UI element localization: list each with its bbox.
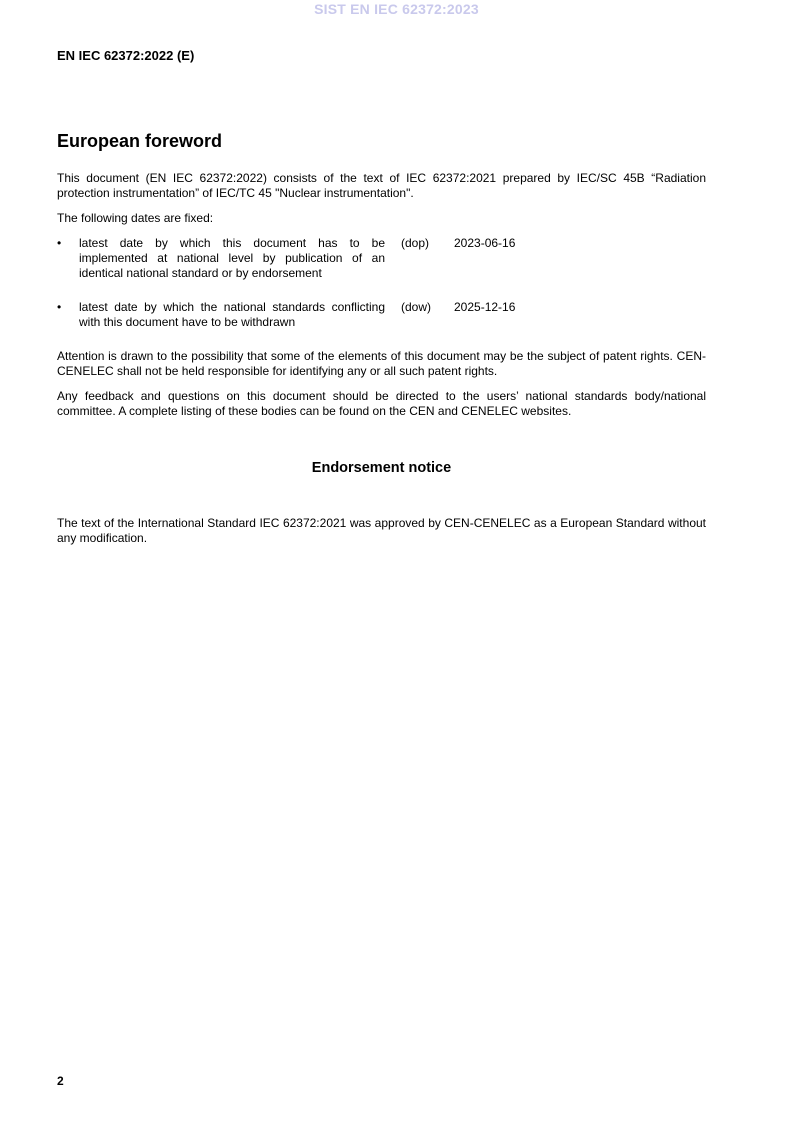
patent-rights-paragraph: Attention is drawn to the possibility that some of the elements of this document may be the subject of patent rights. CEN-CENELEC shall not be held responsible for identifying any or all such patent rights. <box>57 349 706 378</box>
feedback-paragraph: Any feedback and questions on this document should be directed to the users’ national standards body/national committee. A complete listing of these bodies can be found on the CEN and CENELEC websites. <box>57 389 706 418</box>
date-item-dop <box>57 236 706 281</box>
date-item-abbreviation: (dow) <box>401 300 432 314</box>
date-item-description: latest date by which this document has to be implemented at national level by publication of an identical national standard or by endorsement <box>79 236 385 280</box>
date-item-abbreviation: (dop) <box>401 236 430 250</box>
date-item-description: latest date by which the national standards conflicting with this document have to be withdrawn <box>79 300 385 329</box>
dates-intro-paragraph: The following dates are fixed: <box>57 211 214 225</box>
main-content <box>57 131 706 556</box>
section-title-endorsement-notice: Endorsement notice <box>311 460 452 476</box>
date-item-dow <box>57 300 706 330</box>
bullet-marker: • <box>57 300 62 314</box>
date-item-date: 2023-06-16 <box>454 236 516 250</box>
endorsement-paragraph: The text of the International Standard IEC 62372:2021 was approved by CEN-CENELEC as a European Standard without any modification. <box>57 516 706 545</box>
page-number: 2 <box>57 1074 64 1088</box>
section-title-european-foreword: European foreword <box>57 131 223 151</box>
watermark: SIST EN IEC 62372:2023 <box>314 1 479 17</box>
document-id-header: EN IEC 62372:2022 (E) <box>57 48 195 63</box>
date-item-date: 2025-12-16 <box>454 300 516 314</box>
bullet-marker: • <box>57 236 62 250</box>
dates-list <box>57 236 706 330</box>
foreword-intro-paragraph: This document (EN IEC 62372:2022) consists of the text of IEC 62372:2021 prepared by IEC/SC 45B “Radiation protection instrumentation” of IEC/TC 45 "Nuclear instrumentation". <box>57 171 706 200</box>
